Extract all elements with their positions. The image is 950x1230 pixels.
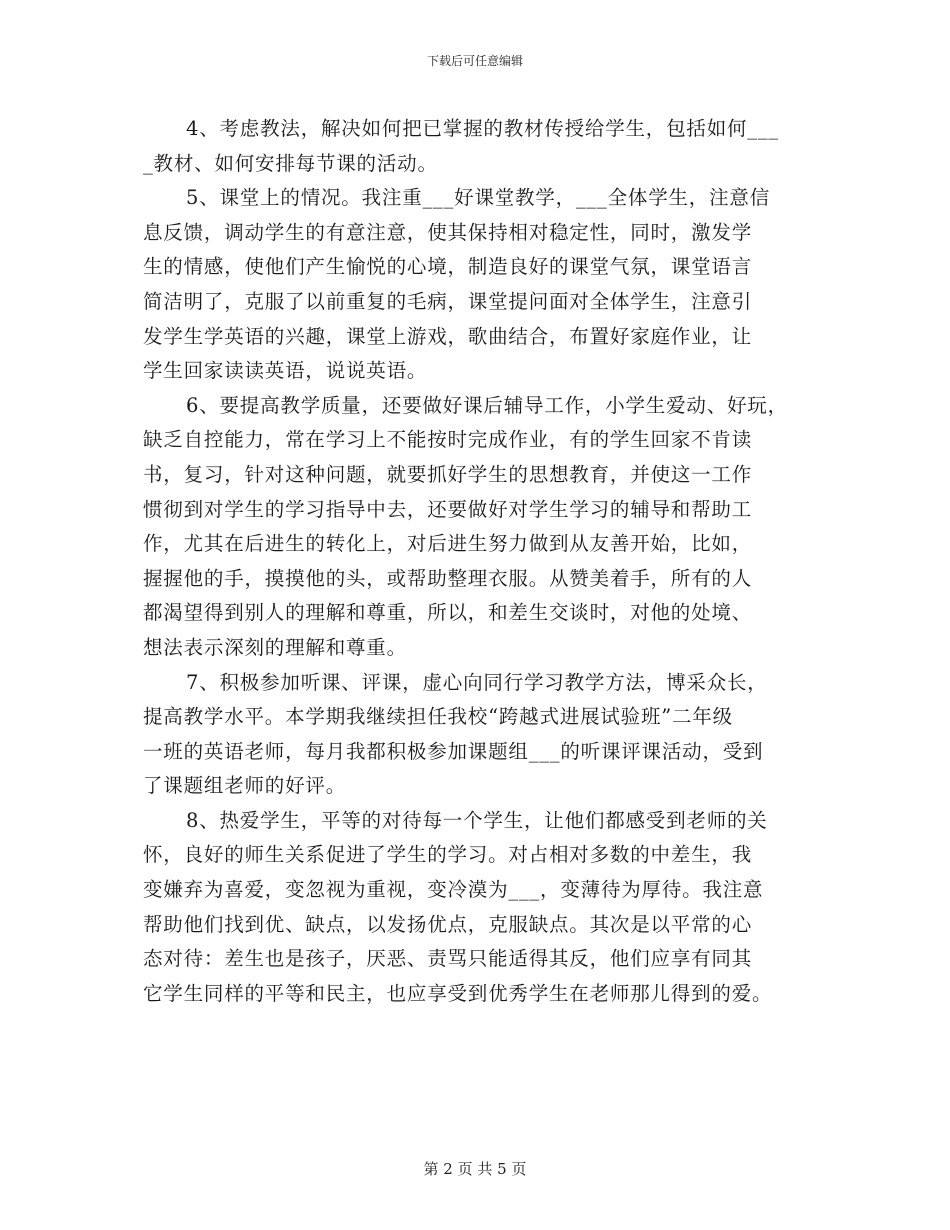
- text-line: 5、课堂上的情况。我注重___好课堂教学，___全体学生，注意信: [186, 186, 771, 210]
- paragraph-item-8: [143, 804, 823, 1012]
- paragraph-item-5: [143, 181, 823, 389]
- text-line: 帮助他们找到优、缺点，以发扬优点，克服缺点。其次是以平常的心: [143, 912, 753, 936]
- text-line: 生的情感，使他们产生愉悦的心境，制造良好的课堂气氛，课堂语言: [143, 255, 753, 279]
- text-line: 8、热爱学生，平等的对待每一个学生，让他们都感受到老师的关: [186, 808, 768, 832]
- text-line: 简洁明了，克服了以前重复的毛病，课堂提问面对全体学生，注意引: [143, 289, 753, 313]
- text-line: 书，复习，针对这种问题，就要抓好学生的思想教育，并使这一工作: [143, 462, 753, 486]
- text-line: 握握他的手，摸摸他的头，或帮助整理衣服。从赞美着手，所有的人: [143, 566, 753, 590]
- text-line: 7、积极参加听课、评课，虚心向同行学习教学方法，博采众长，: [186, 670, 768, 694]
- text-line: 它学生同样的平等和民主，也应享受到优秀学生在老师那儿得到的爱。: [143, 981, 773, 1005]
- text-line: 学生回家读读英语，说说英语。: [143, 359, 428, 383]
- text-line: 一班的英语老师，每月我都积极参加课题组___的听课评课活动，受到: [143, 739, 764, 763]
- text-line: 惯彻到对学生的学习指导中去，还要做好对学生学习的辅导和帮助工: [143, 497, 753, 521]
- text-line: 态对待：差生也是孩子，厌恶、责骂只能适得其反，他们应享有同其: [143, 947, 753, 971]
- text-line: 作，尤其在后进生的转化上，对后进生努力做到从友善开始，比如，: [143, 532, 753, 556]
- text-line: 都渴望得到别人的理解和尊重，所以，和差生交谈时，对他的处境、: [143, 601, 753, 625]
- text-line: _教材、如何安排每节课的活动。: [143, 151, 438, 175]
- document-body: [143, 112, 823, 1011]
- paragraph-item-6: [143, 389, 823, 666]
- text-line: 想法表示深刻的理解和尊重。: [143, 635, 407, 659]
- page-header: 下载后可任意编辑: [426, 54, 523, 68]
- text-line: 变嫌弃为喜爱，变忽视为重视，变冷漠为___，变薄待为厚待。我注意: [143, 878, 764, 902]
- text-line: 缺乏自控能力，常在学习上不能按时完成作业，有的学生回家不肯读: [143, 428, 753, 452]
- text-line: 4、考虑教法，解决如何把已掌握的教材传授给学生，包括如何___: [186, 117, 779, 140]
- paragraph-item-4: [143, 112, 823, 181]
- text-line: 发学生学英语的兴趣，课堂上游戏，歌曲结合，布置好家庭作业，让: [143, 324, 753, 348]
- page-number: 第 2 页 共 5 页: [423, 1160, 527, 1178]
- text-line: 提高教学水平。本学期我继续担任我校“跨越式进展试验班”二年级: [143, 705, 733, 729]
- text-line: 息反馈，调动学生的有意注意，使其保持相对稳定性，同时，激发学: [143, 220, 753, 244]
- paragraph-item-7: [143, 666, 823, 804]
- text-line: 怀，良好的师生关系促进了学生的学习。对占相对多数的中差生，我: [143, 843, 753, 867]
- text-line: 6、要提高教学质量，还要做好课后辅导工作，小学生爱动、好玩，: [186, 393, 788, 417]
- text-line: 了课题组老师的好评。: [143, 774, 347, 798]
